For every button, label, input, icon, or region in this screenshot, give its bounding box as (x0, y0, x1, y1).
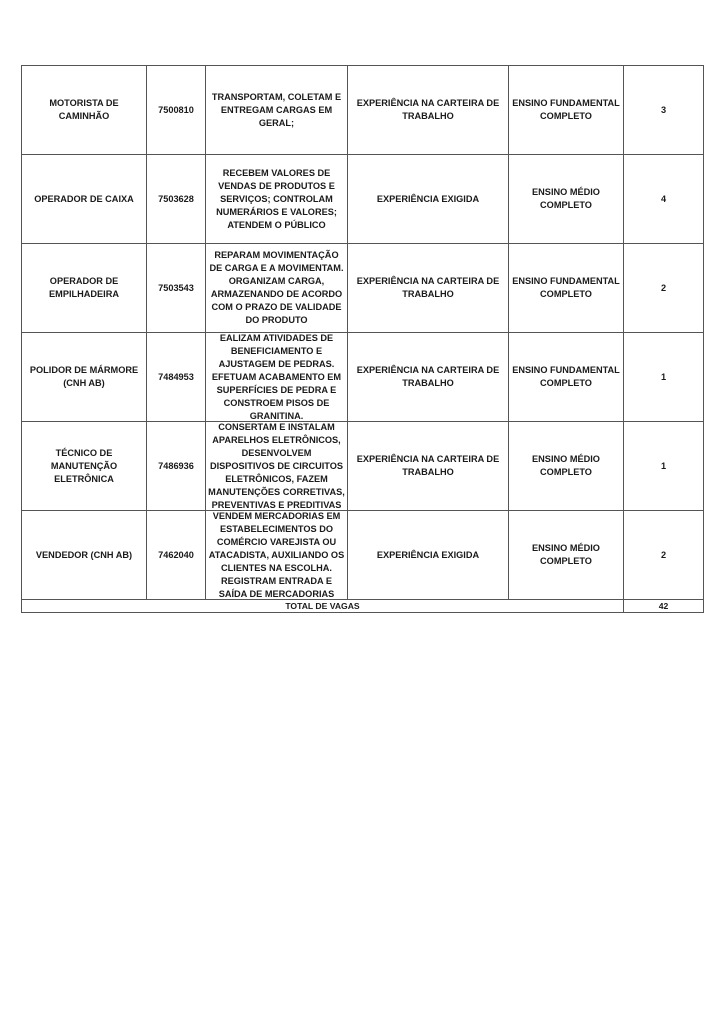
description-text: REPARAM MOVIMENTAÇÃO DE CARGA E A MOVIMENTAM. ORGANIZAM CARGA, ARMAZENANDO DE ACORDO COM O PRAZO DE VALIDADE DO PRODUTO (209, 250, 344, 325)
description-text: CONSERTAM E INSTALAM APARELHOS ELETRÔNICOS, DESENVOLVEM DISPOSITIVOS DE CIRCUITOS ELETRÔNICOS, FAZEM MANUTENÇÕES CORRETIVAS, PREVENTIVAS E PREDITIVAS (208, 422, 345, 510)
education-cell: ENSINO FUNDAMENTAL COMPLETO (509, 244, 624, 333)
occupation-cell: MOTORISTA DE CAMINHÃO (22, 66, 147, 155)
vacancies-cell: 1 (624, 333, 704, 422)
experience-cell: EXPERIÊNCIA EXIGIDA (348, 511, 509, 600)
description-cell (206, 155, 348, 244)
education-cell: ENSINO MÉDIO COMPLETO (509, 422, 624, 511)
education-cell: ENSINO FUNDAMENTAL COMPLETO (509, 333, 624, 422)
code-cell: 7503628 (147, 155, 206, 244)
code-cell: 7462040 (147, 511, 206, 600)
experience-cell: EXPERIÊNCIA NA CARTEIRA DE TRABALHO (348, 66, 509, 155)
occupation-cell: OPERADOR DE EMPILHADEIRA (22, 244, 147, 333)
description-text: VENDEM MERCADORIAS EM ESTABELECIMENTOS DO COMÉRCIO VAREJISTA OU ATACADISTA, AUXILIANDO OS CLIENTES NA ESCOLHA. REGISTRAM ENTRADA E SAÍDA DE MERCADORIAS (208, 511, 345, 599)
experience-cell: EXPERIÊNCIA EXIGIDA (348, 155, 509, 244)
vacancies-cell: 2 (624, 511, 704, 600)
description-cell (206, 422, 348, 511)
code-cell: 7486936 (147, 422, 206, 511)
vacancies-cell: 3 (624, 66, 704, 155)
table-row (22, 66, 704, 155)
description-cell (206, 333, 348, 422)
vacancies-cell: 1 (624, 422, 704, 511)
table-row (22, 422, 704, 511)
experience-cell: EXPERIÊNCIA NA CARTEIRA DE TRABALHO (348, 422, 509, 511)
code-cell: 7503543 (147, 244, 206, 333)
table-row (22, 511, 704, 600)
description-text: EALIZAM ATIVIDADES DE BENEFICIAMENTO E AJUSTAGEM DE PEDRAS. EFETUAM ACABAMENTO EM SUPERFÍCIES DE PEDRA E CONSTROEM PISOS DE GRANITINA. (211, 333, 342, 421)
vacancies-cell: 4 (624, 155, 704, 244)
description-text: RECEBEM VALORES DE VENDAS DE PRODUTOS E SERVIÇOS; CONTROLAM NUMERÁRIOS E VALORES; ATENDEM O PÚBLICO (216, 167, 337, 230)
total-label: TOTAL DE VAGAS (22, 600, 624, 613)
table-row (22, 155, 704, 244)
description-cell (206, 511, 348, 600)
description-text: TRANSPORTAM, COLETAM E ENTREGAM CARGAS EM GERAL; (211, 91, 342, 128)
occupation-cell: POLIDOR DE MÁRMORE (CNH AB) (22, 333, 147, 422)
vacancies-cell: 2 (624, 244, 704, 333)
description-cell (206, 66, 348, 155)
total-value: 42 (624, 600, 704, 613)
occupation-cell: TÉCNICO DE MANUTENÇÃO ELETRÔNICA (22, 422, 147, 511)
occupation-cell: VENDEDOR (CNH AB) (22, 511, 147, 600)
table-row (22, 244, 704, 333)
experience-cell: EXPERIÊNCIA NA CARTEIRA DE TRABALHO (348, 333, 509, 422)
table-row (22, 333, 704, 422)
occupation-cell: OPERADOR DE CAIXA (22, 155, 147, 244)
education-cell: ENSINO MÉDIO COMPLETO (509, 511, 624, 600)
education-cell: ENSINO FUNDAMENTAL COMPLETO (509, 66, 624, 155)
job-vacancies-table (21, 65, 704, 613)
education-cell: ENSINO MÉDIO COMPLETO (509, 155, 624, 244)
experience-cell: EXPERIÊNCIA NA CARTEIRA DE TRABALHO (348, 244, 509, 333)
code-cell: 7484953 (147, 333, 206, 422)
code-cell: 7500810 (147, 66, 206, 155)
total-row (22, 600, 704, 613)
description-cell (206, 244, 348, 333)
